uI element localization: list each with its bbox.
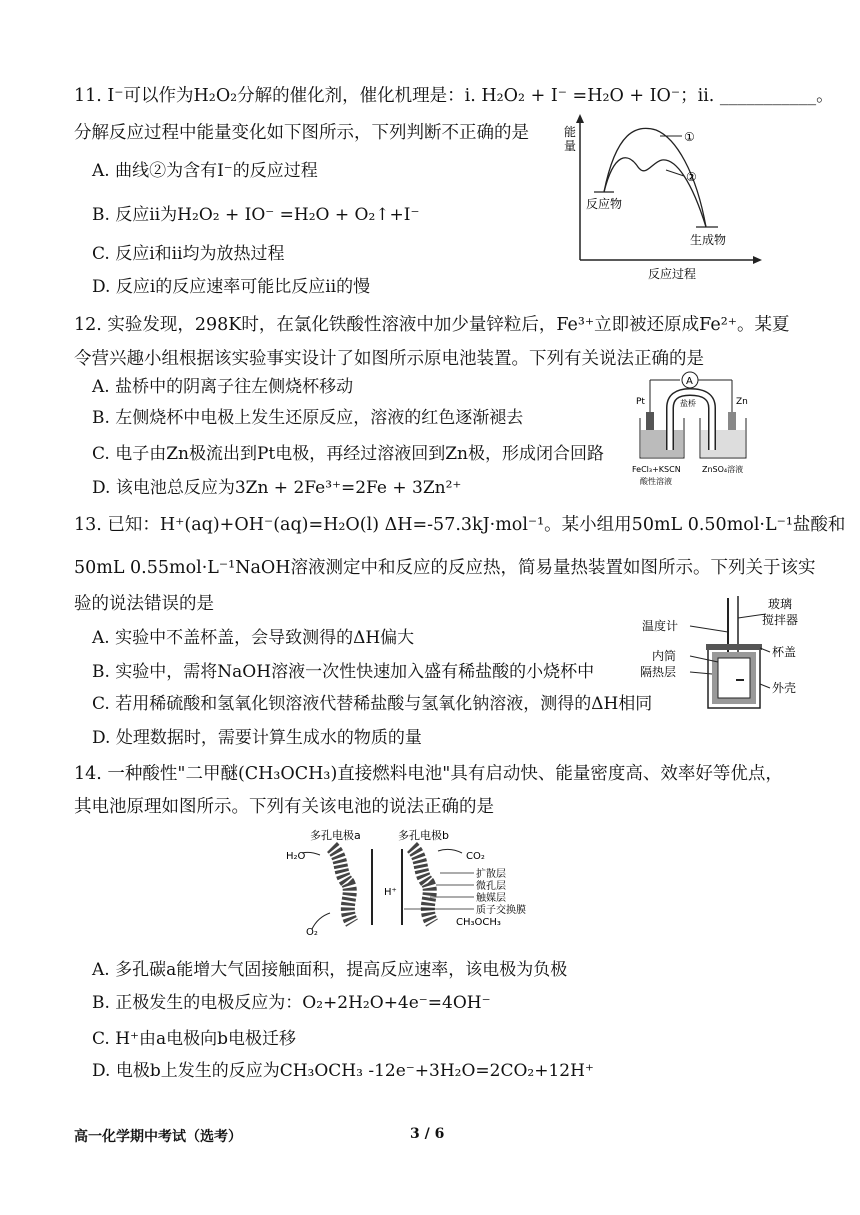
catalyst-layer-label: 触媒层 bbox=[476, 893, 506, 904]
o2-label: O₂ bbox=[306, 927, 318, 938]
lid-label: 杯盖 bbox=[772, 645, 797, 659]
q12-option-a: A. 盐桥中的阴离子往左侧烧杯移动 bbox=[92, 377, 354, 397]
q13-stem-line1: 13. 已知：H⁺(aq)+OH⁻(aq)=H₂O(l) ΔH=-57.3kJ·mol⁻¹。某小组用50mL 0.50mol·L⁻¹盐酸和 bbox=[74, 515, 846, 535]
electrode-b-label: 多孔电极b bbox=[398, 829, 449, 842]
inner-cylinder-label: 内筒 bbox=[652, 649, 677, 663]
q14-option-d: D. 电极b上发生的反应为CH₃OCH₃ -12e⁻+3H₂O=2CO₂+12H⁺ bbox=[92, 1061, 594, 1081]
footer-exam-title: 高一化学期中考试（选考） bbox=[74, 1129, 242, 1145]
footer-page-number: 3 / 6 bbox=[410, 1126, 445, 1142]
q11-option-c: C. 反应ⅰ和ⅱ均为放热过程 bbox=[92, 244, 285, 264]
q13-stem-line2: 50mL 0.55mol·L⁻¹NaOH溶液测定中和反应的反应热，简易量热装置如图所示。下列关于该实 bbox=[74, 558, 816, 578]
energy-x-label: 反应过程 bbox=[648, 267, 697, 281]
electrode-a-label: 多孔电极a bbox=[310, 829, 361, 842]
stirrer-label-1: 玻璃 bbox=[768, 597, 793, 611]
microporous-layer-label: 微孔层 bbox=[476, 881, 506, 892]
fuel-label: CH₃OCH₃ bbox=[456, 917, 501, 928]
insulation-label: 隔热层 bbox=[640, 665, 677, 679]
reactant-label: 反应物 bbox=[586, 197, 623, 211]
right-solution-label: ZnSO₄溶液 bbox=[702, 465, 744, 474]
q13-option-a: A. 实验中不盖杯盖，会导致测得的ΔH偏大 bbox=[92, 628, 415, 648]
q12-option-d: D. 该电池总反应为3Zn + 2Fe³⁺=2Fe + 3Zn²⁺ bbox=[92, 478, 462, 498]
calorimeter-diagram bbox=[640, 592, 820, 714]
q13-option-d: D. 处理数据时，需要计算生成水的物质的量 bbox=[92, 728, 422, 748]
galvanic-cell-diagram bbox=[628, 368, 770, 490]
q11-option-a: A. 曲线②为含有I⁻的反应过程 bbox=[92, 161, 318, 181]
q12-option-b: B. 左侧烧杯中电极上发生还原反应，溶液的红色逐渐褪去 bbox=[92, 408, 524, 428]
energy-axis-label-2: 量 bbox=[564, 139, 577, 153]
q11-stem-line1: 11. I⁻可以作为H₂O₂分解的催化剂，催化机理是：ⅰ. H₂O₂ + I⁻ =H₂O + IO⁻；ⅱ. ___________。 bbox=[74, 86, 834, 106]
curve-2 bbox=[604, 158, 706, 227]
pt-electrode-label: Pt bbox=[636, 397, 645, 407]
left-solution-label-2: 酸性溶液 bbox=[640, 477, 672, 486]
q11-option-d: D. 反应ⅰ的反应速率可能比反应ⅱ的慢 bbox=[92, 277, 371, 297]
q14-option-b: B. 正极发生的电极反应为：O₂+2H₂O+4e⁻=4OH⁻ bbox=[92, 993, 491, 1013]
curve-1-label: ① bbox=[684, 130, 695, 144]
fuel-cell-diagram bbox=[280, 825, 550, 943]
thermometer-label: 温度计 bbox=[642, 619, 679, 633]
energy-axis-label-1: 能 bbox=[564, 125, 577, 139]
h2o-label: H₂O bbox=[286, 851, 306, 862]
zn-electrode-label: Zn bbox=[736, 397, 748, 407]
q14-stem-line1: 14. 一种酸性"二甲醚(CH₃OCH₃)直接燃料电池"具有启动快、能量密度高、效率好等优点， bbox=[74, 764, 783, 784]
q12-stem-line1: 12. 实验发现，298K时，在氯化铁酸性溶液中加少量锌粒后，Fe³⁺立即被还原成Fe²⁺。某夏 bbox=[74, 315, 790, 335]
q13-option-b: B. 实验中，需将NaOH溶液一次性快速加入盛有稀盐酸的小烧杯中 bbox=[92, 662, 595, 682]
stirrer-label-2: 搅拌器 bbox=[762, 613, 799, 627]
q11-option-b: B. 反应ⅱ为H₂O₂ + IO⁻ =H₂O + O₂↑+I⁻ bbox=[92, 205, 420, 225]
product-label: 生成物 bbox=[690, 233, 727, 247]
q11-stem-line2: 分解反应过程中能量变化如下图所示，下列判断不正确的是 bbox=[74, 123, 529, 143]
q14-option-c: C. H⁺由a电极向b电极迁移 bbox=[92, 1029, 297, 1049]
q12-option-c: C. 电子由Zn极流出到Pt电极，再经过溶液回到Zn极，形成闭合回路 bbox=[92, 444, 604, 464]
salt-bridge-label: 盐桥 bbox=[680, 399, 696, 408]
q12-stem-line2: 令营兴趣小组根据该实验事实设计了如图所示原电池装置。下列有关说法正确的是 bbox=[74, 349, 704, 369]
q13-stem-line3: 验的说法错误的是 bbox=[74, 594, 214, 614]
shell-label: 外壳 bbox=[772, 681, 797, 695]
q14-option-a: A. 多孔碳a能增大气固接触面积，提高反应速率，该电极为负极 bbox=[92, 960, 568, 980]
q13-option-c: C. 若用稀硫酸和氢氧化钡溶液代替稀盐酸与氢氧化钠溶液，测得的ΔH相同 bbox=[92, 694, 653, 714]
q14-stem-line2: 其电池原理如图所示。下列有关该电池的说法正确的是 bbox=[74, 797, 494, 817]
ammeter-label: A bbox=[686, 376, 693, 387]
left-solution-label-1: FeCl₃+KSCN bbox=[632, 465, 681, 474]
hplus-label: H⁺ bbox=[384, 887, 397, 898]
energy-diagram bbox=[556, 112, 776, 282]
curve-2-label: ② bbox=[686, 170, 697, 184]
co2-label: CO₂ bbox=[466, 851, 485, 862]
proton-exchange-membrane-label: 质子交换膜 bbox=[476, 905, 526, 916]
diffusion-layer-label: 扩散层 bbox=[476, 869, 506, 880]
